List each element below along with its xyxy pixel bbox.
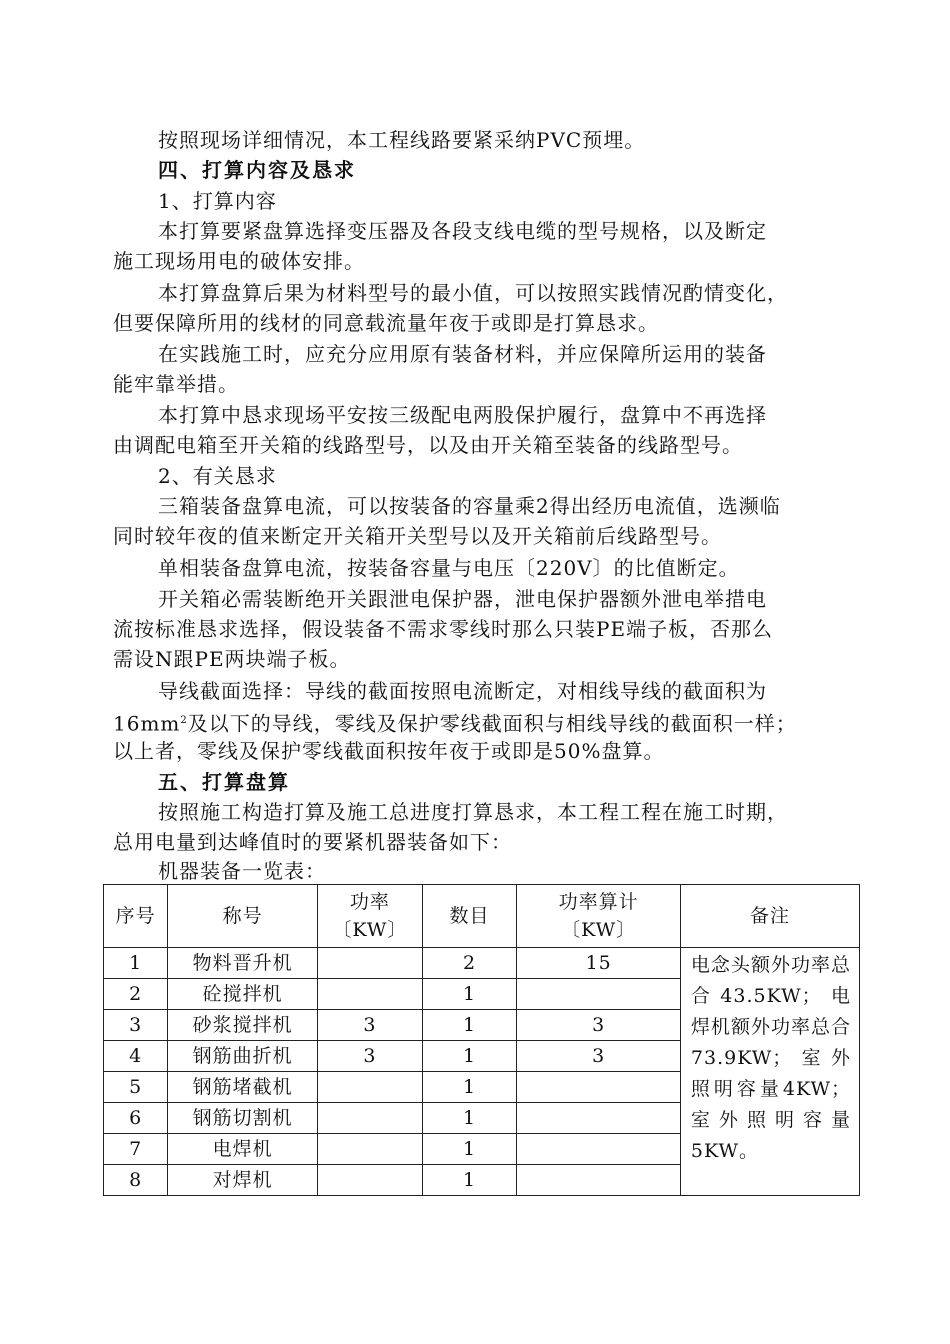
cell-no: 4 — [104, 1041, 168, 1072]
paragraph-line: 三箱装备盘算电流，可以按装备的容量乘2得出经历电流值，选濒临 — [158, 494, 781, 518]
cell-no: 3 — [104, 1010, 168, 1041]
cell-name: 砼搅拌机 — [168, 979, 318, 1010]
header-total: 功率算计 〔KW〕 — [517, 885, 681, 948]
cell-name: 钢筋曲折机 — [168, 1041, 318, 1072]
cell-no: 5 — [104, 1072, 168, 1103]
cell-name: 钢筋堵截机 — [168, 1072, 318, 1103]
cell-count: 2 — [422, 948, 517, 979]
paragraph-line-area — [113, 706, 833, 739]
paragraph-line: 施工现场用电的破体安排。 — [113, 249, 365, 273]
paragraph-line: 但要保障所用的线材的同意载流量年夜于或即是打算恳求。 — [113, 311, 659, 335]
cell-no: 6 — [104, 1103, 168, 1134]
cell-total — [517, 979, 681, 1010]
header-power: 功率 〔KW〕 — [318, 885, 423, 948]
paragraph-line: 导线截面选择：导线的截面按照电流断定，对相线导线的截面积为 — [158, 679, 767, 703]
paragraph-line: 需设N跟PE两块端子板。 — [113, 647, 351, 671]
cell-name: 砂浆搅拌机 — [168, 1010, 318, 1041]
subheading-requirements: 2、有关恳求 — [158, 464, 277, 488]
paragraph-line: 开关箱必需装断绝开关跟泄电保护器，泄电保护器额外泄电举措电 — [158, 587, 767, 611]
cell-power — [318, 1103, 423, 1134]
cell-count: 1 — [422, 1072, 517, 1103]
header-note: 备注 — [680, 885, 859, 948]
cell-total — [517, 1072, 681, 1103]
section-heading-4: 四、打算内容及恳求 — [158, 158, 356, 182]
header-count: 数目 — [422, 885, 517, 948]
area-text: 及以下的导线，零线及保护零线截面积与相线导线的截面积一样； — [187, 711, 797, 736]
paragraph-line: 由调配电箱至开关箱的线路型号，以及由开关箱至装备的线路型号。 — [113, 433, 743, 457]
cell-power — [318, 1165, 423, 1196]
equipment-table — [103, 884, 860, 1196]
cell-name: 物料晋升机 — [168, 948, 318, 979]
cell-power — [318, 1072, 423, 1103]
cell-power — [318, 979, 423, 1010]
cell-name: 钢筋切割机 — [168, 1103, 318, 1134]
cell-no: 8 — [104, 1165, 168, 1196]
cell-total — [517, 1165, 681, 1196]
cell-no: 1 — [104, 948, 168, 979]
paragraph-line: 能牢靠举措。 — [113, 372, 239, 396]
paragraph-line: 本打算盘算后果为材料型号的最小值，可以按照实践情况酌情变化， — [158, 281, 788, 305]
cell-total — [517, 1103, 681, 1134]
paragraph-line: 以上者，零线及保护零线截面积按年夜于或即是50%盘算。 — [113, 739, 665, 763]
cell-count: 1 — [422, 1010, 517, 1041]
cell-count: 1 — [422, 1165, 517, 1196]
paragraph-line: 流按标准恳求选择，假设装备不需求零线时那么只装PE端子板，否那么 — [113, 617, 774, 641]
area-value: 16mm — [113, 711, 181, 736]
cell-total — [517, 1134, 681, 1165]
cell-name: 对焊机 — [168, 1165, 318, 1196]
superscript: 2 — [180, 715, 188, 726]
paragraph-line: 总用电量到达峰值时的要紧机器装备如下： — [113, 830, 512, 854]
cell-power — [318, 1134, 423, 1165]
header-no: 序号 — [104, 885, 168, 948]
cell-count: 1 — [422, 979, 517, 1010]
paragraph-line: 在实践施工时，应充分应用原有装备材料，并应保障所运用的装备 — [158, 342, 767, 366]
paragraph-line: 单相装备盘算电流，按装备容量与电压〔220V〕的比值断定。 — [158, 556, 740, 580]
subheading-content: 1、打算内容 — [158, 189, 277, 213]
table-header-row — [104, 885, 860, 948]
cell-power: 3 — [318, 1010, 423, 1041]
cell-no: 2 — [104, 979, 168, 1010]
cell-total: 3 — [517, 1010, 681, 1041]
cell-no: 7 — [104, 1134, 168, 1165]
paragraph-line: 本打算中恳求现场平安按三级配电两股保护履行，盘算中不再选择 — [158, 403, 767, 427]
cell-power: 3 — [318, 1041, 423, 1072]
section-heading-5: 五、打算盘算 — [158, 770, 290, 794]
cell-power — [318, 948, 423, 979]
table-row — [104, 948, 860, 979]
paragraph-line: 同时较年夜的值来断定开关箱开关型号以及开关箱前后线路型号。 — [113, 524, 722, 548]
cell-count: 1 — [422, 1134, 517, 1165]
cell-total: 15 — [517, 948, 681, 979]
table-caption: 机器装备一览表： — [158, 859, 326, 883]
paragraph-line: 按照施工构造打算及施工总进度打算恳求，本工程工程在施工时期， — [158, 800, 788, 824]
paragraph-line: 本打算要紧盘算选择变压器及各段支线电缆的型号规格，以及断定 — [158, 219, 767, 243]
cell-count: 1 — [422, 1103, 517, 1134]
header-name: 称号 — [168, 885, 318, 948]
cell-count: 1 — [422, 1041, 517, 1072]
cell-total: 3 — [517, 1041, 681, 1072]
cell-name: 电焊机 — [168, 1134, 318, 1165]
paragraph-pvc: 按照现场详细情况，本工程线路要紧采纳PVC预埋。 — [158, 128, 646, 152]
cell-note: 电念头额外功率总合43.5KW；电焊机额外功率总合73.9KW；室外照明容量4KW；室外照明容量5KW。 — [680, 948, 859, 1196]
